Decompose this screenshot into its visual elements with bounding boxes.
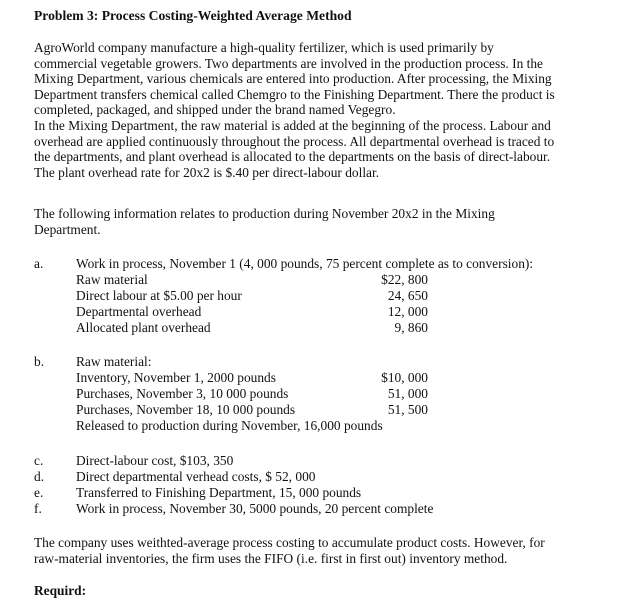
- item-f-text: Work in process, November 30, 5000 pounds, 20 percent complete: [76, 501, 434, 516]
- intro-line: Department transfers chemical called Chemgro to the Finishing Department. There the product is: [34, 86, 555, 102]
- section-a-row-amount: 9, 860: [394, 320, 428, 335]
- info-line: Department.: [34, 221, 101, 237]
- intro-paragraph: [34, 40, 614, 180]
- intro-line: In the Mixing Department, the raw material is added at the beginning of the process. Labour and: [34, 117, 551, 133]
- info-paragraph: [34, 206, 614, 237]
- section-a-row-amount: $22, 800: [381, 272, 428, 287]
- intro-line: Mixing Department, various chemicals are entered into production. After processing, the Mixing: [34, 71, 552, 87]
- item-d-text: Direct departmental verhead costs, $ 52, 000: [76, 469, 316, 484]
- item-c-text: Direct-labour cost, $103, 350: [76, 453, 234, 468]
- intro-line: completed, packaged, and shipped under the brand named Vegegro.: [34, 102, 396, 118]
- section-b-row-amount: $10, 000: [381, 370, 428, 385]
- item-e-text: Transferred to Finishing Department, 15, 000 pounds: [76, 485, 362, 500]
- section-a-row-label: Departmental overhead: [76, 304, 202, 319]
- section-b-heading: Raw material:: [76, 354, 152, 369]
- intro-line: The plant overhead rate for 20x2 is $.40 per direct-labour dollar.: [34, 164, 380, 180]
- item-e-marker: e.: [34, 485, 44, 500]
- closing-paragraph: [34, 535, 614, 566]
- required-label: Requird:: [34, 583, 87, 598]
- section-b-marker: b.: [34, 354, 45, 369]
- info-line: The following information relates to production during November 20x2 in the Mixing: [34, 206, 495, 221]
- intro-line: overhead are applied continuously throughout the process. All departmental overhead is traced to: [34, 133, 555, 149]
- item-c-marker: c.: [34, 453, 44, 468]
- closing-line: raw-material inventories, the firm uses the FIFO (i.e. first in first out) inventory method.: [34, 550, 508, 566]
- intro-line: AgroWorld company manufacture a high-quality fertilizer, which is used primarily by: [34, 40, 494, 55]
- item-f-marker: f.: [34, 501, 42, 516]
- section-a-row-label: Allocated plant overhead: [76, 320, 211, 335]
- section-a-marker: a.: [34, 256, 44, 271]
- section-a-row-amount: 24, 650: [387, 288, 428, 303]
- section-b-row-label: Purchases, November 18, 10 000 pounds: [76, 402, 296, 417]
- section-a-row-label: Direct labour at $5.00 per hour: [76, 288, 242, 303]
- section-a-heading: Work in process, November 1 (4, 000 pounds, 75 percent complete as to conversion):: [76, 256, 534, 271]
- item-d-marker: d.: [34, 469, 45, 484]
- section-b-row-label: Purchases, November 3, 10 000 pounds: [76, 386, 289, 401]
- closing-line: The company uses weithted-average process costing to accumulate product costs. However, for: [34, 535, 545, 550]
- intro-line: the departments, and plant overhead is allocated to the departments on the basis of direct-labour.: [34, 149, 551, 165]
- section-b-row-label: Inventory, November 1, 2000 pounds: [76, 370, 276, 385]
- section-b-row-amount: 51, 500: [387, 402, 428, 417]
- section-a-row-label: Raw material: [76, 272, 148, 287]
- problem-title: Problem 3: Process Costing-Weighted Average Method: [34, 8, 352, 23]
- section-a-row-amount: 12, 000: [387, 304, 428, 319]
- intro-line: commercial vegetable growers. Two departments are involved in the production process. In the: [34, 55, 543, 71]
- section-b-footer: Released to production during November, 16,000 pounds: [76, 418, 383, 433]
- section-b-row-amount: 51, 000: [387, 386, 428, 401]
